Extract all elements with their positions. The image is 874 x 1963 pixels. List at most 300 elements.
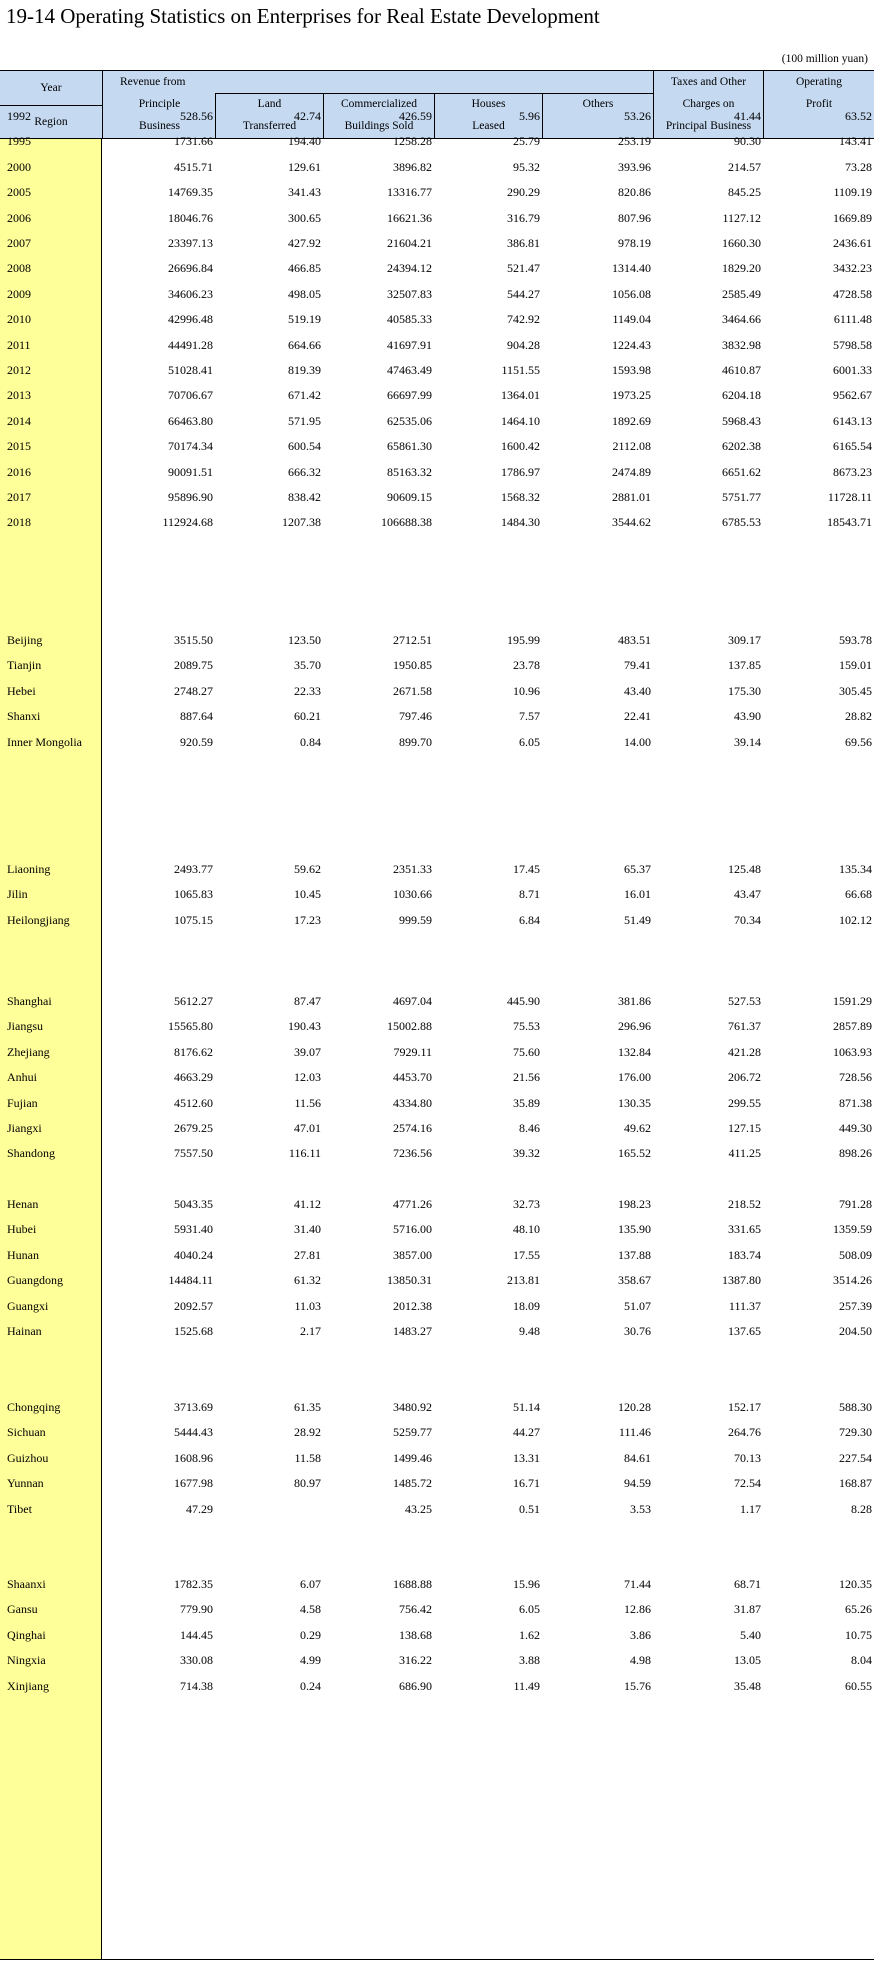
- value-cell: 4697.04: [393, 994, 432, 1008]
- value-cell: 165.52: [618, 1146, 651, 1161]
- value-cell: 44.27: [513, 1425, 540, 1440]
- table-row: [0, 1068, 874, 1088]
- value-cell: 1688.88: [393, 1577, 432, 1591]
- value-cell: 449.30: [839, 1121, 872, 1135]
- value-cell: 41.44: [734, 109, 761, 123]
- value-cell: 15565.80: [168, 1019, 213, 1034]
- value-cell: 16621.36: [387, 210, 432, 225]
- value-cell: 14.00: [624, 734, 651, 749]
- header-land-line1: Land: [257, 98, 282, 110]
- value-cell: 95896.90: [168, 490, 213, 504]
- value-cell: 296.96: [618, 1019, 651, 1034]
- value-cell: 35.70: [294, 658, 321, 673]
- value-cell: 1.62: [519, 1627, 540, 1642]
- value-cell: 300.65: [288, 210, 321, 225]
- row-label: Guizhou: [7, 1450, 49, 1465]
- value-cell: 9562.67: [833, 388, 872, 403]
- value-cell: 123.50: [288, 633, 321, 647]
- value-cell: 6111.48: [833, 312, 872, 327]
- header-comm-line2: Buildings Sold: [344, 120, 414, 132]
- table-row: [0, 707, 874, 727]
- value-cell: 0.84: [300, 734, 321, 749]
- value-cell: 79.41: [624, 658, 651, 673]
- value-cell: 2493.77: [174, 862, 213, 876]
- table-row: [0, 463, 874, 483]
- row-label: Shanghai: [7, 994, 52, 1008]
- value-cell: 5612.27: [174, 994, 213, 1008]
- table-row: [0, 310, 874, 330]
- value-cell: 12.03: [294, 1070, 321, 1085]
- value-cell: 686.90: [399, 1678, 432, 1693]
- row-label: 2010: [7, 312, 31, 327]
- value-cell: 1660.30: [722, 236, 761, 250]
- value-cell: 227.54: [839, 1450, 872, 1465]
- row-label: Shanxi: [7, 709, 41, 724]
- value-cell: 206.72: [728, 1070, 761, 1085]
- value-cell: 519.19: [288, 312, 321, 327]
- value-cell: 393.96: [618, 159, 651, 174]
- value-cell: 27.81: [294, 1247, 321, 1262]
- value-cell: 1568.32: [501, 490, 540, 504]
- value-cell: 2012.38: [393, 1298, 432, 1313]
- value-cell: 6165.54: [833, 439, 872, 454]
- value-cell: 137.65: [728, 1324, 761, 1338]
- value-cell: 127.15: [728, 1121, 761, 1135]
- value-cell: 3544.62: [612, 515, 651, 530]
- value-cell: 65.26: [845, 1602, 872, 1617]
- value-cell: 498.05: [288, 286, 321, 301]
- table-row: [0, 911, 874, 931]
- value-cell: 838.42: [288, 490, 321, 504]
- value-cell: 42.74: [294, 109, 321, 123]
- value-cell: 728.56: [839, 1070, 872, 1085]
- table-row: [0, 1423, 874, 1443]
- table-row: [0, 631, 874, 651]
- value-cell: 75.60: [513, 1044, 540, 1059]
- value-cell: 2089.75: [174, 658, 213, 673]
- value-cell: 1127.12: [722, 210, 761, 225]
- value-cell: 1950.85: [393, 658, 432, 673]
- value-cell: 194.40: [288, 134, 321, 149]
- value-cell: 1464.10: [501, 413, 540, 428]
- table-row: [0, 1119, 874, 1139]
- value-cell: 6785.53: [722, 515, 761, 530]
- table-row: [0, 1651, 874, 1671]
- value-cell: 426.59: [399, 109, 432, 123]
- row-label: 1995: [7, 134, 31, 149]
- value-cell: 1063.93: [833, 1044, 872, 1059]
- value-cell: 70.34: [734, 912, 761, 927]
- value-cell: 2474.89: [612, 464, 651, 479]
- value-cell: 53.26: [624, 109, 651, 123]
- value-cell: 47.01: [294, 1121, 321, 1135]
- value-cell: 26696.84: [168, 261, 213, 276]
- value-cell: 112924.68: [162, 515, 213, 530]
- value-cell: 87.47: [294, 994, 321, 1008]
- value-cell: 6001.33: [833, 363, 872, 377]
- value-cell: 94.59: [624, 1476, 651, 1491]
- value-cell: 1065.83: [174, 887, 213, 902]
- value-cell: 1364.01: [501, 388, 540, 403]
- value-cell: 10.45: [294, 887, 321, 902]
- value-cell: 22.41: [624, 709, 651, 724]
- value-cell: 381.86: [618, 994, 651, 1008]
- value-cell: 1591.29: [833, 994, 872, 1008]
- value-cell: 3896.82: [393, 159, 432, 174]
- row-label: Yunnan: [7, 1476, 44, 1491]
- value-cell: 761.37: [728, 1019, 761, 1034]
- value-cell: 111.46: [618, 1425, 651, 1440]
- value-cell: 593.78: [839, 633, 872, 647]
- value-cell: 51.14: [513, 1400, 540, 1414]
- unit-note: (100 million yuan): [781, 53, 868, 65]
- header-revenue-line2: Principle: [138, 98, 181, 110]
- table-row: [0, 1626, 874, 1646]
- value-cell: 13850.31: [387, 1273, 432, 1288]
- value-cell: 17.55: [513, 1247, 540, 1262]
- value-cell: 17.23: [294, 912, 321, 927]
- value-cell: 2112.08: [612, 439, 651, 454]
- table-row: [0, 1094, 874, 1114]
- row-label: Jilin: [7, 887, 28, 902]
- table-row: [0, 386, 874, 406]
- statistics-table: [0, 70, 874, 1960]
- value-cell: 198.23: [618, 1197, 651, 1211]
- value-cell: 15.96: [513, 1577, 540, 1591]
- value-cell: 80.97: [294, 1476, 321, 1491]
- value-cell: 421.28: [728, 1044, 761, 1059]
- table-row: [0, 209, 874, 229]
- row-label: Ningxia: [7, 1653, 46, 1668]
- value-cell: 5798.58: [833, 337, 872, 352]
- value-cell: 44491.28: [168, 337, 213, 352]
- value-cell: 316.79: [507, 210, 540, 225]
- value-cell: 2.17: [300, 1324, 321, 1338]
- row-label: 2013: [7, 388, 31, 403]
- value-cell: 8.71: [519, 887, 540, 902]
- value-cell: 4512.60: [174, 1095, 213, 1110]
- value-cell: 70174.34: [168, 439, 213, 454]
- value-cell: 1224.43: [612, 337, 651, 352]
- value-cell: 309.17: [728, 633, 761, 647]
- value-cell: 1786.97: [501, 464, 540, 479]
- header-comm-line1: Commercialized: [341, 98, 417, 110]
- value-cell: 39.07: [294, 1044, 321, 1059]
- header-rule: [653, 71, 654, 139]
- value-cell: 84.61: [624, 1450, 651, 1465]
- row-label: 1992: [7, 109, 31, 123]
- value-cell: 8176.62: [174, 1044, 213, 1059]
- value-cell: 8.04: [851, 1653, 872, 1668]
- value-cell: 4.58: [300, 1602, 321, 1617]
- value-cell: 111.37: [728, 1298, 761, 1313]
- value-cell: 47463.49: [387, 363, 432, 377]
- value-cell: 18046.76: [168, 210, 213, 225]
- table-row: [0, 259, 874, 279]
- value-cell: 7929.11: [393, 1044, 432, 1059]
- row-label: Sichuan: [7, 1425, 46, 1440]
- value-cell: 204.50: [839, 1324, 872, 1338]
- value-cell: 31.87: [734, 1602, 761, 1617]
- row-label: Inner Mongolia: [7, 734, 82, 749]
- table-row: [0, 1017, 874, 1037]
- value-cell: 21.56: [513, 1070, 540, 1085]
- row-label: Xinjiang: [7, 1678, 49, 1693]
- value-cell: 71.44: [624, 1577, 651, 1591]
- value-cell: 899.70: [399, 734, 432, 749]
- value-cell: 17.45: [513, 862, 540, 876]
- row-label: Guangxi: [7, 1298, 49, 1313]
- value-cell: 299.55: [728, 1095, 761, 1110]
- value-cell: 39.32: [513, 1146, 540, 1161]
- value-cell: 7557.50: [174, 1146, 213, 1161]
- value-cell: 5968.43: [722, 413, 761, 428]
- value-cell: 2679.25: [174, 1121, 213, 1135]
- value-cell: 1485.72: [393, 1476, 432, 1491]
- value-cell: 756.42: [399, 1602, 432, 1617]
- table-row: [0, 992, 874, 1012]
- value-cell: 2881.01: [612, 490, 651, 504]
- table-row: [0, 1398, 874, 1418]
- value-cell: 90609.15: [387, 490, 432, 504]
- table-row: [0, 234, 874, 254]
- value-cell: 1731.66: [174, 134, 213, 149]
- value-cell: 8.28: [851, 1501, 872, 1516]
- value-cell: 28.92: [294, 1425, 321, 1440]
- value-cell: 2436.61: [833, 236, 872, 250]
- row-label: Hainan: [7, 1324, 42, 1338]
- value-cell: 35.48: [734, 1678, 761, 1693]
- row-label: Anhui: [7, 1070, 37, 1085]
- value-cell: 3857.00: [393, 1247, 432, 1262]
- value-cell: 66697.99: [387, 388, 432, 403]
- table-row: [0, 1575, 874, 1595]
- value-cell: 137.85: [728, 658, 761, 673]
- value-cell: 571.95: [288, 413, 321, 428]
- row-label: 2008: [7, 261, 31, 276]
- value-cell: 60.55: [845, 1678, 872, 1693]
- value-cell: 253.19: [618, 134, 651, 149]
- header-rule: [763, 71, 764, 139]
- row-label: Shandong: [7, 1146, 55, 1161]
- value-cell: 1892.69: [612, 413, 651, 428]
- value-cell: 2351.33: [393, 862, 432, 876]
- value-cell: 32.73: [513, 1197, 540, 1211]
- row-label: Heilongjiang: [7, 912, 70, 927]
- value-cell: 508.09: [839, 1247, 872, 1262]
- value-cell: 61.32: [294, 1273, 321, 1288]
- value-cell: 2585.49: [722, 286, 761, 301]
- value-cell: 779.90: [180, 1602, 213, 1617]
- value-cell: 521.47: [507, 261, 540, 276]
- row-label: 2016: [7, 464, 31, 479]
- value-cell: 3.86: [630, 1627, 651, 1642]
- value-cell: 11.03: [294, 1298, 321, 1313]
- value-cell: 1677.98: [174, 1476, 213, 1491]
- value-cell: 341.43: [288, 185, 321, 200]
- value-cell: 43.90: [734, 709, 761, 724]
- value-cell: 6.05: [519, 1602, 540, 1617]
- value-cell: 1056.08: [612, 286, 651, 301]
- value-cell: 90091.51: [168, 464, 213, 479]
- table-row: [0, 656, 874, 676]
- table-row: [0, 1297, 874, 1317]
- row-label: 2015: [7, 439, 31, 454]
- value-cell: 528.56: [180, 109, 213, 123]
- table-row: [0, 1144, 874, 1164]
- value-cell: 4040.24: [174, 1247, 213, 1262]
- value-cell: 600.54: [288, 439, 321, 454]
- value-cell: 4663.29: [174, 1070, 213, 1085]
- header-houses-line1: Houses: [471, 98, 506, 110]
- value-cell: 527.53: [728, 994, 761, 1008]
- value-cell: 4.98: [630, 1653, 651, 1668]
- value-cell: 9.48: [519, 1324, 540, 1338]
- value-cell: 797.46: [399, 709, 432, 724]
- row-label: 2005: [7, 185, 31, 200]
- row-label: Beijing: [7, 633, 43, 647]
- value-cell: 31.40: [294, 1222, 321, 1237]
- value-cell: 90.30: [734, 134, 761, 149]
- value-cell: 0.24: [300, 1678, 321, 1693]
- row-label: Zhejiang: [7, 1044, 50, 1059]
- value-cell: 427.92: [288, 236, 321, 250]
- value-cell: 904.28: [507, 337, 540, 352]
- value-cell: 129.61: [288, 159, 321, 174]
- value-cell: 4771.26: [393, 1197, 432, 1211]
- value-cell: 23397.13: [168, 236, 213, 250]
- value-cell: 59.62: [294, 862, 321, 876]
- value-cell: 175.30: [728, 683, 761, 698]
- row-label: Guangdong: [7, 1273, 63, 1288]
- value-cell: 60.21: [294, 709, 321, 724]
- value-cell: 1593.98: [612, 363, 651, 377]
- value-cell: 4453.70: [393, 1070, 432, 1085]
- value-cell: 16.01: [624, 887, 651, 902]
- value-cell: 23.78: [513, 658, 540, 673]
- value-cell: 8673.23: [833, 464, 872, 479]
- header-profit-line1: Operating: [796, 76, 842, 88]
- value-cell: 1359.59: [833, 1222, 872, 1237]
- value-cell: 305.45: [839, 683, 872, 698]
- value-cell: 144.45: [180, 1627, 213, 1642]
- value-cell: 28.82: [845, 709, 872, 724]
- value-cell: 5751.77: [722, 490, 761, 504]
- value-cell: 1.17: [740, 1501, 761, 1516]
- value-cell: 138.68: [399, 1627, 432, 1642]
- table-row: [0, 437, 874, 457]
- value-cell: 39.14: [734, 734, 761, 749]
- value-cell: 69.56: [845, 734, 872, 749]
- value-cell: 999.59: [399, 912, 432, 927]
- value-cell: 3.88: [519, 1653, 540, 1668]
- value-cell: 7.57: [519, 709, 540, 724]
- value-cell: 5.40: [740, 1627, 761, 1642]
- value-cell: 5931.40: [174, 1222, 213, 1237]
- table-row: [0, 1043, 874, 1063]
- value-cell: 1387.80: [722, 1273, 761, 1288]
- value-cell: 70.13: [734, 1450, 761, 1465]
- value-cell: 18543.71: [827, 515, 872, 530]
- row-label: 2006: [7, 210, 31, 225]
- value-cell: 11.56: [294, 1095, 321, 1110]
- table-row: [0, 488, 874, 508]
- value-cell: 5043.35: [174, 1197, 213, 1211]
- value-cell: 671.42: [288, 388, 321, 403]
- table-row: [0, 1271, 874, 1291]
- value-cell: 845.25: [728, 185, 761, 200]
- table-row: [0, 1677, 874, 1697]
- value-cell: 1314.40: [612, 261, 651, 276]
- value-cell: 10.96: [513, 683, 540, 698]
- value-cell: 5259.77: [393, 1425, 432, 1440]
- value-cell: 14769.35: [168, 185, 213, 200]
- table-row: [0, 860, 874, 880]
- value-cell: 10.75: [845, 1627, 872, 1642]
- value-cell: 34606.23: [168, 286, 213, 301]
- value-cell: 30.76: [624, 1324, 651, 1338]
- value-cell: 4.99: [300, 1653, 321, 1668]
- value-cell: 106688.38: [381, 515, 432, 530]
- value-cell: 72.54: [734, 1476, 761, 1491]
- value-cell: 120.35: [839, 1577, 872, 1591]
- row-label: 2000: [7, 159, 31, 174]
- value-cell: 61.35: [294, 1400, 321, 1414]
- value-cell: 729.30: [839, 1425, 872, 1440]
- value-cell: 1483.27: [393, 1324, 432, 1338]
- value-cell: 70706.67: [168, 388, 213, 403]
- value-cell: 63.52: [845, 109, 872, 123]
- value-cell: 2748.27: [174, 683, 213, 698]
- value-cell: 13316.77: [387, 185, 432, 200]
- value-cell: 11.49: [513, 1678, 540, 1693]
- table-row: [0, 132, 874, 152]
- value-cell: 666.32: [288, 464, 321, 479]
- value-cell: 5716.00: [393, 1222, 432, 1237]
- value-cell: 6651.62: [722, 464, 761, 479]
- value-cell: 25.79: [513, 134, 540, 149]
- value-cell: 11.58: [294, 1450, 321, 1465]
- value-cell: 1484.30: [501, 515, 540, 530]
- table-row: [0, 1449, 874, 1469]
- value-cell: 466.85: [288, 261, 321, 276]
- table-header: [0, 71, 874, 139]
- table-row: [0, 285, 874, 305]
- value-cell: 264.76: [728, 1425, 761, 1440]
- table-row: [0, 513, 874, 533]
- value-cell: 316.22: [399, 1653, 432, 1668]
- value-cell: 664.66: [288, 337, 321, 352]
- value-cell: 6143.13: [833, 413, 872, 428]
- value-cell: 35.89: [513, 1095, 540, 1110]
- value-cell: 2712.51: [393, 633, 432, 647]
- value-cell: 2574.16: [393, 1121, 432, 1135]
- value-cell: 21604.21: [387, 236, 432, 250]
- value-cell: 43.40: [624, 683, 651, 698]
- table-row: [0, 1322, 874, 1342]
- value-cell: 411.25: [728, 1146, 761, 1161]
- value-cell: 3432.23: [833, 261, 872, 276]
- value-cell: 2671.58: [393, 683, 432, 698]
- value-cell: 12.86: [624, 1602, 651, 1617]
- value-cell: 1075.15: [174, 912, 213, 927]
- value-cell: 1258.28: [393, 134, 432, 149]
- value-cell: 0.29: [300, 1627, 321, 1642]
- value-cell: 18.09: [513, 1298, 540, 1313]
- value-cell: 42996.48: [168, 312, 213, 327]
- header-taxes-line1: Taxes and Other: [670, 76, 747, 88]
- value-cell: 1782.35: [174, 1577, 213, 1591]
